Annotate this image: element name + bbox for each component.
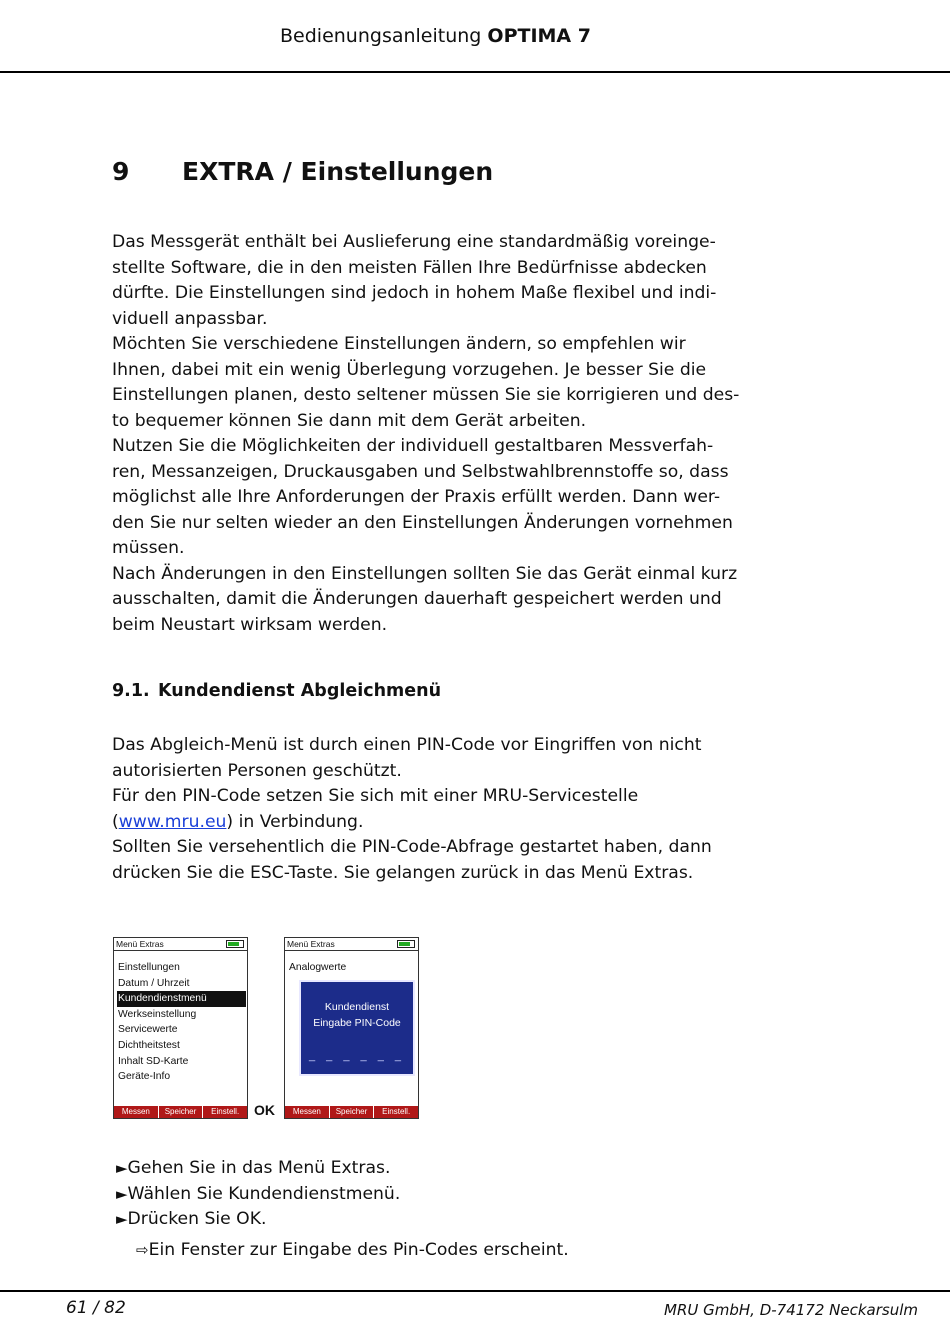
intro-line: Möchten Sie verschiedene Einstellungen ändern, so empfehlen wir — [112, 334, 686, 354]
sub-line-with-link: (www.mru.eu) in Verbindung. — [112, 811, 364, 832]
step-list — [116, 1156, 400, 1233]
intro-line: Einstellungen planen, desto seltener müssen Sie sie korrigieren und des- — [112, 385, 740, 405]
mru-website-link[interactable]: www.mru.eu — [118, 811, 227, 832]
softkey-einstell[interactable]: Einstell. — [373, 1106, 418, 1118]
device-screen-menu — [113, 937, 248, 1119]
subsection-title: Kundendienst Abgleichmenü — [158, 681, 442, 701]
device-screen-pin — [284, 937, 419, 1119]
intro-line: dürfte. Die Einstellungen sind jedoch in hohem Maße flexibel und indi- — [112, 283, 717, 303]
intro-line: beim Neustart wirksam werden. — [112, 614, 388, 635]
softkey-einstell[interactable]: Einstell. — [202, 1106, 247, 1118]
intro-line: Das Messgerät enthält bei Auslieferung eine standardmäßig voreinge- — [112, 232, 716, 252]
footer-company: MRU GmbH, D-74172 Neckarsulm — [664, 1301, 918, 1319]
menu-list — [117, 960, 246, 1085]
header-rule — [0, 71, 950, 73]
battery-icon — [226, 940, 244, 948]
intro-line: Ihnen, dabei mit ein wenig Überlegung vorzugehen. Je besser Sie die — [112, 359, 707, 380]
intro-line: stellte Software, die in den meisten Fällen Ihre Bedürfnisse abdecken — [112, 257, 707, 278]
softkey-messen[interactable]: Messen — [121, 1107, 150, 1116]
sub-line: Sollten Sie versehentlich die PIN-Code-Abfrage gestartet haben, dann — [112, 837, 712, 857]
menu-list — [288, 960, 417, 976]
page-number: 61 / 82 — [66, 1298, 126, 1318]
header-product: OPTIMA 7 — [487, 25, 591, 47]
menu-item-geraete-info[interactable]: Geräte-Info — [118, 1071, 171, 1083]
page-header — [0, 24, 950, 48]
triangle-right-icon: ► — [116, 1184, 128, 1203]
softkey-bar — [114, 1106, 247, 1118]
sub-line: Das Abgleich-Menü ist durch einen PIN-Code vor Eingriffen von nicht — [112, 735, 702, 755]
step-result: ⇨Ein Fenster zur Eingabe des Pin-Codes erscheint. — [136, 1240, 569, 1260]
intro-line: ren, Messanzeigen, Druckausgaben und Selbstwahlbrennstoffe so, dass — [112, 461, 729, 482]
menu-item-inhalt-sd-karte[interactable]: Inhalt SD-Karte — [118, 1055, 189, 1067]
pin-dialog — [299, 980, 415, 1076]
step-item: ►Gehen Sie in das Menü Extras. — [116, 1158, 391, 1178]
triangle-right-icon: ► — [116, 1159, 128, 1177]
menu-item-analogwerte[interactable]: Analogwerte — [289, 962, 347, 973]
intro-line: müssen. — [112, 538, 185, 558]
subsection-heading — [112, 678, 441, 704]
menu-item-kundendienstmenu[interactable]: Kundendienstmenü — [117, 991, 246, 1007]
softkey-speicher[interactable]: Speicher — [158, 1106, 203, 1118]
intro-line: viduell anpassbar. — [112, 308, 268, 329]
outline-arrow-right-icon: ⇨ — [136, 1241, 149, 1259]
section-number: 9 — [112, 157, 130, 186]
battery-icon — [397, 940, 415, 948]
intro-line: ausschalten, damit die Änderungen dauerhaft gespeichert werden und — [112, 589, 722, 609]
pin-input[interactable]: _ _ _ _ _ _ — [309, 1050, 405, 1062]
dialog-title: Kundendienst — [324, 1001, 390, 1013]
intro-line: möglichst alle Ihre Anforderungen der Praxis erfüllt werden. Dann wer- — [112, 487, 721, 507]
section-heading — [112, 156, 493, 188]
sub-line: Für den PIN-Code setzen Sie sich mit einer MRU-Servicestelle — [112, 786, 639, 806]
intro-line: Nach Änderungen in den Einstellungen sollten Sie das Gerät einmal kurz — [112, 563, 738, 584]
ok-key-label: OK — [254, 1102, 275, 1118]
subsection-paragraph — [112, 733, 752, 886]
intro-line: Nutzen Sie die Möglichkeiten der individuell gestaltbaren Messverfah- — [112, 436, 714, 456]
menu-item-datum-uhrzeit[interactable]: Datum / Uhrzeit — [118, 977, 190, 989]
softkey-messen[interactable]: Messen — [292, 1107, 321, 1116]
softkey-bar — [285, 1106, 418, 1118]
section-title: EXTRA / Einstellungen — [182, 157, 494, 186]
footer-rule — [0, 1290, 950, 1292]
sub-line: drücken Sie die ESC-Taste. Sie gelangen zurück in das Menü Extras. — [112, 862, 694, 883]
screen-title: Menü Extras — [116, 939, 164, 949]
header-title: Bedienungsanleitung OPTIMA 7 — [280, 25, 591, 47]
menu-item-dichtheitstest[interactable]: Dichtheitstest — [118, 1039, 180, 1051]
menu-item-servicewerte[interactable]: Servicewerte — [118, 1024, 178, 1036]
menu-item-werkseinstellung[interactable]: Werkseinstellung — [118, 1008, 197, 1020]
menu-item-einstellungen[interactable]: Einstellungen — [118, 962, 180, 973]
intro-paragraph — [112, 230, 752, 638]
sub-line: autorisierten Personen geschützt. — [112, 760, 402, 781]
intro-line: to bequemer können Sie dann mit dem Gerät arbeiten. — [112, 410, 587, 431]
step-item: ►Drücken Sie OK. — [116, 1209, 267, 1229]
triangle-right-icon: ► — [116, 1210, 128, 1228]
subsection-number: 9.1. — [112, 681, 150, 701]
softkey-speicher[interactable]: Speicher — [329, 1106, 374, 1118]
dialog-subtitle: Eingabe PIN-Code — [313, 1017, 401, 1029]
screen-title: Menü Extras — [287, 939, 335, 949]
step-item: ►Wählen Sie Kundendienstmenü. — [116, 1183, 401, 1204]
intro-line: den Sie nur selten wieder an den Einstellungen Änderungen vornehmen — [112, 512, 733, 533]
